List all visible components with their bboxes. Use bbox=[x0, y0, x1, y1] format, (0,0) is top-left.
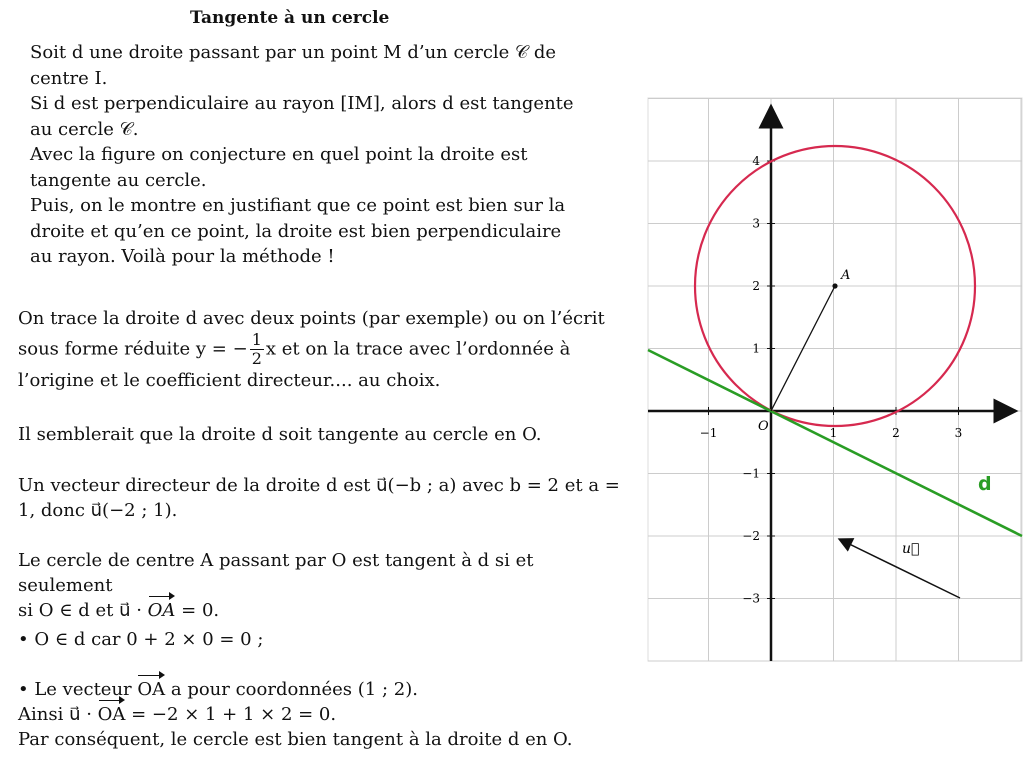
bullet-item-2: • Le vecteur OA a pour coordonnées (1 ; 2). Ainsi u⃗ · OA = −2 × 1 + 1 × 2 = 0. Par conséquent, le cercle est bien tangent à la droite d en O. bbox=[18, 677, 620, 752]
paragraph-tangent-condition bbox=[18, 548, 620, 623]
x-tick-label: 3 bbox=[954, 426, 963, 440]
paragraph-direction-vector: Un vecteur directeur de la droite d est u⃗(−b ; a) avec b = 2 et a = 1, donc u⃗(−2 ; 1). bbox=[18, 475, 620, 521]
ainsi-line: Ainsi u⃗ · OA = −2 × 1 + 1 × 2 = 0. bbox=[18, 704, 337, 725]
tangent-line-d bbox=[648, 350, 1022, 536]
y-tick-label: −3 bbox=[742, 591, 760, 606]
vector-u-label: u⃗ bbox=[902, 541, 920, 557]
y-tick-label: 1 bbox=[752, 341, 760, 356]
line-d-label: d bbox=[978, 473, 992, 495]
paragraph-conjecture: Il semblerait que la droite d soit tangente au cercle en O. bbox=[18, 424, 542, 445]
bullet-item-1: • O ∈ d car 0 + 2 × 0 = 0 ; bbox=[18, 629, 264, 650]
grid bbox=[648, 98, 1022, 661]
conclusion-line: Par conséquent, le cercle est bien tangent à la droite d en O. bbox=[18, 729, 573, 750]
paragraph-trace bbox=[18, 306, 620, 393]
x-tick-label: 1 bbox=[829, 426, 838, 440]
intro-line-3: Avec la figure on conjecture en quel point la droite est tangente au cercle. bbox=[30, 144, 528, 191]
condition-line-1: Le cercle de centre A passant par O est tangent à d si et seulement bbox=[18, 550, 534, 596]
y-tick-label: 2 bbox=[752, 279, 760, 293]
intro-line-4: Puis, on le montre en justifiant que ce point est bien sur la droite et qu’en ce point, la droite est bien perpendiculaire au rayon. Voilà pour la méthode ! bbox=[30, 195, 566, 267]
intro-line-2: Si d est perpendiculaire au rayon [IM], alors d est tangente au cercle 𝒞. bbox=[30, 93, 574, 140]
fraction-denominator: 2 bbox=[251, 349, 262, 368]
origin-label: O bbox=[758, 419, 769, 434]
figure-frame bbox=[648, 98, 1022, 661]
y-tick-label: 3 bbox=[752, 216, 760, 231]
fraction-numerator: 1 bbox=[251, 330, 262, 349]
tangent-figure bbox=[646, 96, 1026, 666]
vector-u bbox=[839, 539, 960, 598]
vector-oa: OA bbox=[147, 600, 176, 621]
y-tick-label: 4 bbox=[752, 154, 760, 168]
intro-line-1: Soit d une droite passant par un point M d’un cercle 𝒞 de centre I. bbox=[30, 42, 557, 89]
point-a-label: A bbox=[841, 268, 851, 283]
condition-line-2: si O ∈ d et u⃗ · OA = 0. bbox=[18, 600, 220, 621]
vector-oa: OA bbox=[137, 679, 166, 700]
paragraph-trace-part2: x et on la trace avec l’ordonnée à l’origine et le coefficient directeur.... au choix. bbox=[18, 338, 571, 391]
x-tick-label: 2 bbox=[892, 426, 900, 440]
vector-oa: OA bbox=[97, 704, 126, 725]
y-tick-label: −2 bbox=[742, 529, 760, 543]
y-tick-label: −1 bbox=[742, 466, 760, 481]
paragraph-trace-part1: On trace la droite d avec deux points (par exemple) ou on l’écrit sous forme réduite y = − bbox=[18, 308, 605, 360]
x-tick-label: −1 bbox=[699, 426, 718, 440]
point-a bbox=[832, 283, 837, 288]
intro-block bbox=[30, 40, 575, 270]
axis-ticks bbox=[700, 154, 963, 606]
page-title: Tangente à un cercle bbox=[190, 8, 390, 28]
fraction-one-half bbox=[250, 331, 264, 368]
